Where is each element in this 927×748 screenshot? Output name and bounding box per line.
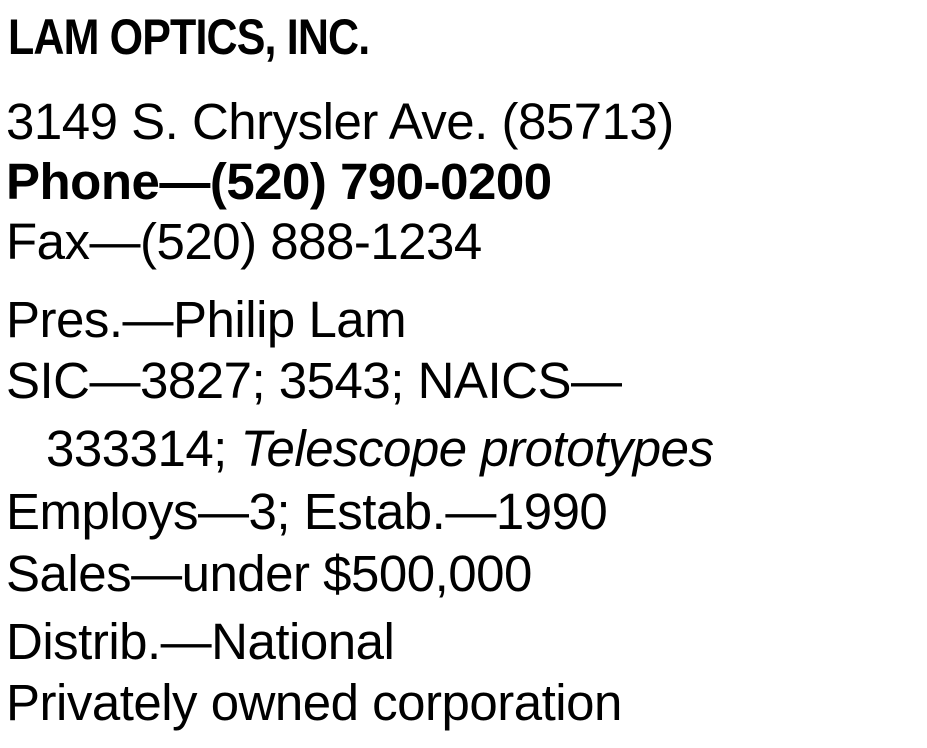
president: Pres.—Philip Lam	[6, 291, 407, 348]
company-name: LAM OPTICS, INC.	[8, 9, 370, 65]
sales: Sales—under $500,000	[6, 545, 532, 602]
phone: Phone—(520) 790-0200	[6, 153, 552, 210]
naics-code: 333314;	[46, 420, 227, 477]
product-description: Telescope prototypes	[226, 420, 714, 477]
sic-codes: SIC—3827; 3543; NAICS—	[6, 352, 622, 409]
ownership: Privately owned corporation	[6, 674, 622, 731]
fax: Fax—(520) 888-1234	[6, 213, 482, 270]
employees-established: Employs—3; Estab.—1990	[6, 483, 608, 540]
address: 3149 S. Chrysler Ave. (85713)	[6, 93, 674, 150]
sic-continuation	[46, 419, 713, 479]
distribution: Distrib.—National	[6, 613, 395, 670]
